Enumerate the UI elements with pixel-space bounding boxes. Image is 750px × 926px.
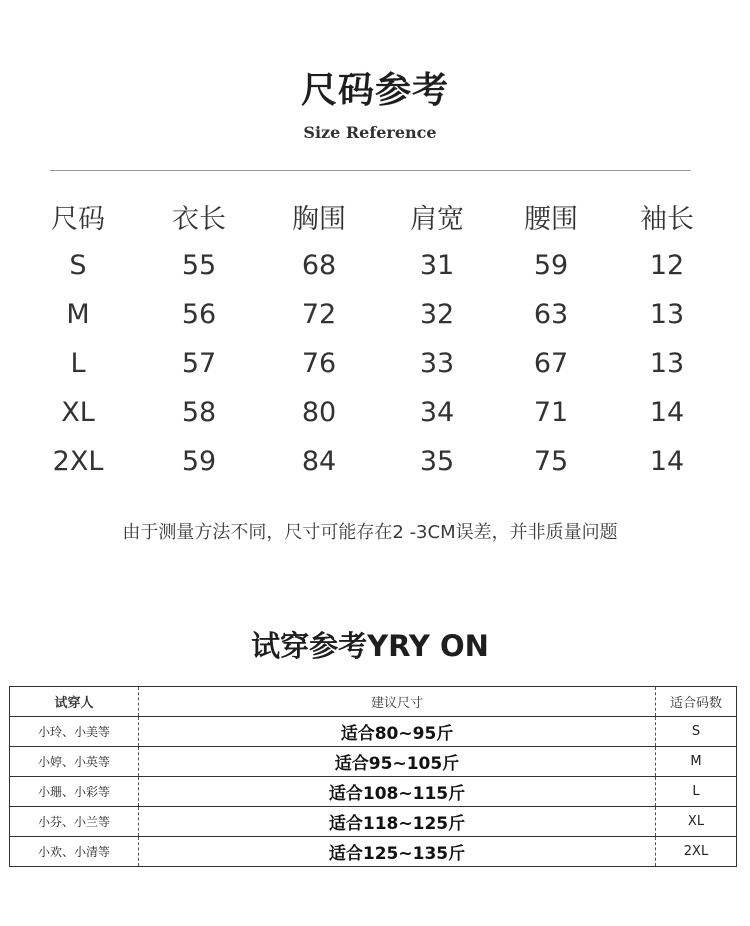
table-cell: 56 <box>181 299 217 330</box>
table-row <box>18 241 728 290</box>
column-header: 肩宽 <box>410 204 464 235</box>
column-header: 袖长 <box>640 204 694 235</box>
table-cell: 67 <box>533 348 569 379</box>
table-cell: 35 <box>419 446 455 477</box>
suggested-weight: 适合95~105斤 <box>139 747 656 777</box>
table-cell: 68 <box>301 250 337 281</box>
tryon-table-header <box>10 687 737 717</box>
suggested-weight: 适合80~95斤 <box>139 717 656 747</box>
tester-names: 小玲、小美等 <box>10 717 139 747</box>
table-cell: 84 <box>301 446 337 477</box>
suggested-weight: 适合108~115斤 <box>139 777 656 807</box>
table-cell: 80 <box>301 397 337 428</box>
table-row <box>10 777 737 807</box>
table-cell: 57 <box>181 348 217 379</box>
table-row <box>18 290 728 339</box>
table-cell: 13 <box>649 348 685 379</box>
table-cell: 32 <box>419 299 455 330</box>
table-cell: 63 <box>533 299 569 330</box>
table-cell: 34 <box>419 397 455 428</box>
table-cell: 14 <box>649 397 685 428</box>
table-cell: 14 <box>649 446 685 477</box>
column-header: 适合码数 <box>656 687 737 717</box>
suggested-weight: 适合118~125斤 <box>139 807 656 837</box>
table-row <box>10 747 737 777</box>
table-cell: 76 <box>301 348 337 379</box>
table-cell: 13 <box>649 299 685 330</box>
size-reference-table <box>18 192 728 486</box>
fit-size: 2XL <box>656 837 737 867</box>
tester-names: 小欢、小清等 <box>10 837 139 867</box>
column-header: 衣长 <box>172 204 226 235</box>
table-cell: 31 <box>419 250 455 281</box>
table-cell: M <box>66 299 90 330</box>
fit-size: S <box>656 717 737 747</box>
table-cell: S <box>69 250 87 281</box>
fit-size: M <box>656 747 737 777</box>
measurement-note: 由于测量方法不同，尺寸可能存在2 -3CM误差，并非质量问题 <box>122 522 618 543</box>
column-header: 试穿人 <box>10 687 139 717</box>
tester-names: 小婷、小英等 <box>10 747 139 777</box>
table-cell: 59 <box>533 250 569 281</box>
title-divider <box>50 170 691 171</box>
table-cell: 58 <box>181 397 217 428</box>
table-row <box>10 807 737 837</box>
table-cell: 2XL <box>52 446 104 477</box>
fit-size: L <box>656 777 737 807</box>
tester-names: 小芬、小兰等 <box>10 807 139 837</box>
column-header: 胸围 <box>292 204 346 235</box>
size-table-header <box>18 192 728 241</box>
tryon-table <box>9 686 737 867</box>
table-cell: 72 <box>301 299 337 330</box>
table-row <box>10 837 737 867</box>
page-subtitle: Size Reference <box>303 123 437 142</box>
table-row <box>18 437 728 486</box>
table-cell: 71 <box>533 397 569 428</box>
table-cell: 33 <box>419 348 455 379</box>
table-cell: XL <box>61 397 95 428</box>
page-title: 尺码参考 <box>300 70 449 111</box>
column-header: 建议尺寸 <box>139 687 656 717</box>
column-header: 尺码 <box>51 204 105 235</box>
fit-size: XL <box>656 807 737 837</box>
tryon-title: 试穿参考YRY ON <box>251 629 489 663</box>
table-cell: 59 <box>181 446 217 477</box>
table-cell: 55 <box>181 250 217 281</box>
suggested-weight: 适合125~135斤 <box>139 837 656 867</box>
table-row <box>18 388 728 437</box>
table-row <box>10 717 737 747</box>
table-cell: L <box>70 348 86 379</box>
table-cell: 75 <box>533 446 569 477</box>
column-header: 腰围 <box>524 204 578 235</box>
tester-names: 小珊、小彩等 <box>10 777 139 807</box>
table-cell: 12 <box>649 250 685 281</box>
table-row <box>18 339 728 388</box>
